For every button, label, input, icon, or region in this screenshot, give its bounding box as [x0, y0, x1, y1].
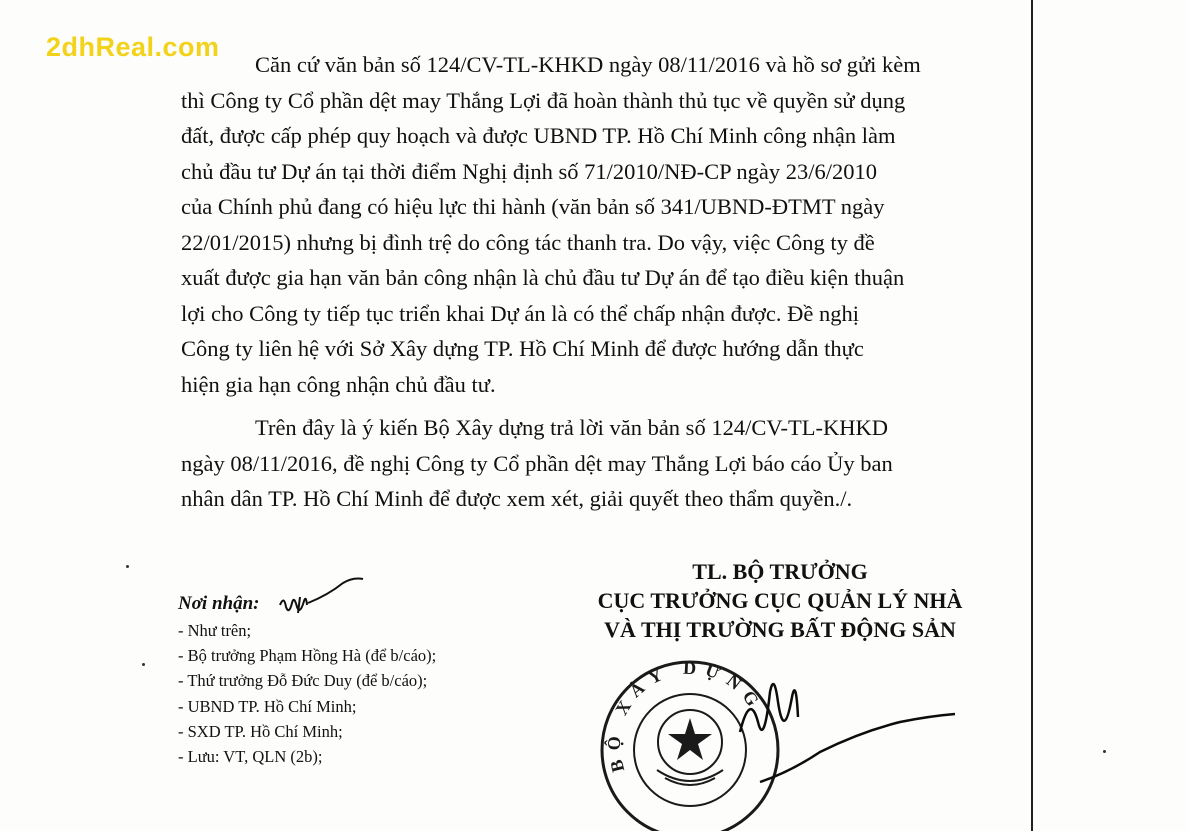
body-line: ngày 08/11/2016, đề nghị Công ty Cổ phần dệt may Thắng Lợi báo cáo Ủy ban: [181, 450, 893, 476]
recipient-item: - Lưu: VT, QLN (2b);: [178, 747, 323, 767]
speck: [126, 565, 129, 568]
initials-scribble: [278, 575, 373, 620]
handwritten-signature: [720, 672, 960, 792]
body-line: Căn cứ văn bản số 124/CV-TL-KHKD ngày 08/11/2016 và hồ sơ gửi kèm: [255, 52, 921, 77]
signature-title: TL. BỘ TRƯỞNG: [692, 559, 868, 584]
gear-emblem: [657, 770, 723, 785]
body-line: nhân dân TP. Hồ Chí Minh để được xem xét, giải quyết theo thẩm quyền./.: [181, 486, 853, 511]
recipient-item: - Như trên;: [178, 621, 252, 640]
signature-office-2: VÀ THỊ TRƯỜNG BẤT ĐỘNG SẢN: [604, 617, 956, 642]
body-line: đất, được cấp phép quy hoạch và được UBND TP. Hồ Chí Minh công nhận làm: [181, 123, 896, 148]
body-line: xuất được gia hạn văn bản công nhận là chủ đầu tư Dự án để tạo điều kiện thuận: [181, 265, 905, 290]
watermark-logo: 2dhReal.com: [46, 32, 220, 62]
recipient-item: - SXD TP. Hồ Chí Minh;: [178, 721, 343, 741]
seal-text-path: BỘ XÂY DỰNG: [603, 657, 768, 775]
signature-block: [530, 557, 1030, 644]
letter-body: [181, 47, 1049, 525]
body-line: Trên đây là ý kiến Bộ Xây dựng trả lời văn bản số 124/CV-TL-KHKD: [255, 415, 888, 440]
speck: [1103, 750, 1106, 753]
recipient-item: - UBND TP. Hồ Chí Minh;: [178, 696, 357, 716]
star-icon: [668, 718, 712, 760]
paragraph-1: [181, 47, 1049, 402]
recipient-item: - Thứ trưởng Đỗ Đức Duy (để b/cáo);: [178, 671, 428, 691]
body-line: thì Công ty Cổ phần dệt may Thắng Lợi đã hoàn thành thủ tục về quyền sử dụng: [181, 87, 906, 113]
body-line: hiện gia hạn công nhận chủ đầu tư.: [181, 371, 496, 397]
body-line: của Chính phủ đang có hiệu lực thi hành (văn bản số 341/UBND-ĐTMT ngày: [181, 194, 885, 219]
signature-office: CỤC TRƯỞNG CỤC QUẢN LÝ NHÀ: [597, 588, 963, 613]
recipient-item: - Bộ trưởng Phạm Hồng Hà (để b/cáo);: [178, 646, 437, 666]
body-line: Công ty liên hệ với Sở Xây dựng TP. Hồ Chí Minh để được hướng dẫn thực: [181, 336, 864, 361]
body-line: lợi cho Công ty tiếp tục triển khai Dự án là có thể chấp nhận được. Đề nghị: [181, 300, 860, 326]
body-line: chủ đầu tư Dự án tại thời điểm Nghị định số 71/2010/NĐ-CP ngày 23/6/2010: [181, 158, 878, 184]
body-line: 22/01/2015) nhưng bị đình trệ do công tác thanh tra. Do vậy, việc Công ty đề: [181, 229, 875, 255]
paragraph-2: [181, 410, 1049, 517]
speck: [142, 663, 145, 666]
recipients-heading: Nơi nhận:: [178, 593, 260, 614]
